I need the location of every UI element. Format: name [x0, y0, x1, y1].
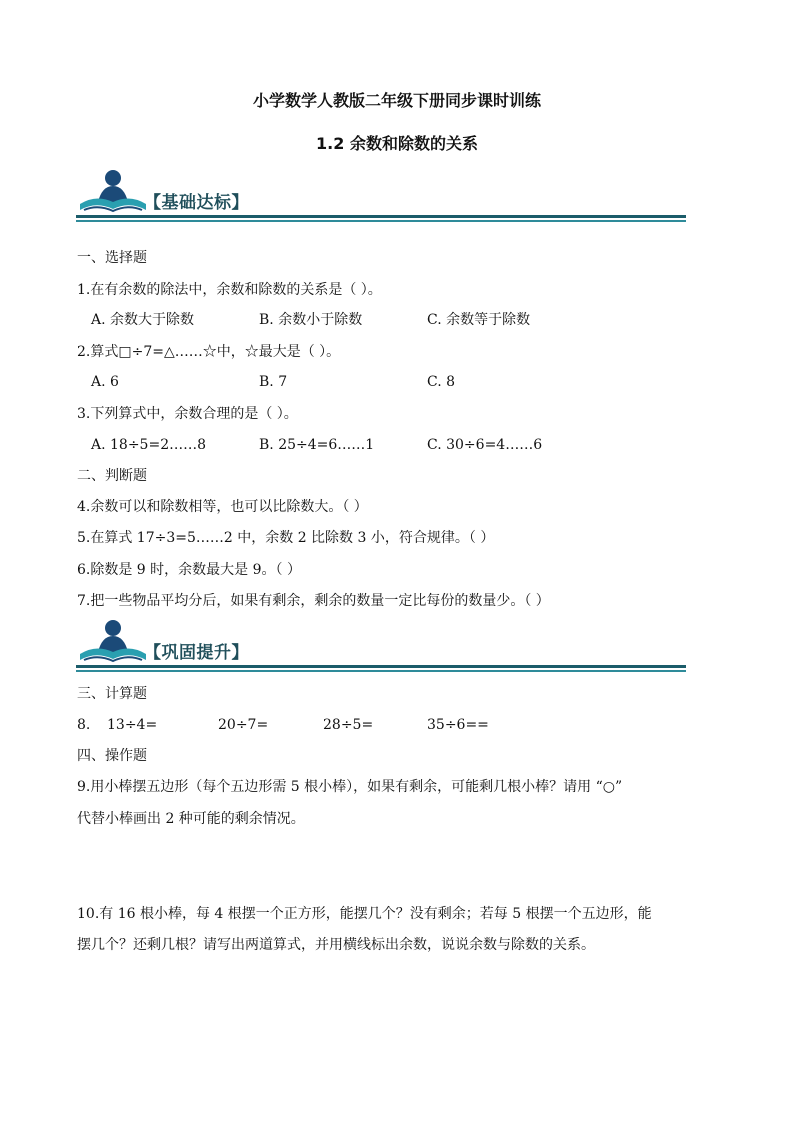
section-divider	[76, 215, 686, 218]
calc-item: 20÷7=	[218, 717, 269, 733]
calc-item: 28÷5=	[323, 717, 374, 733]
reader-book-logo-icon	[76, 618, 148, 668]
q1-option-a: A. 余数大于除数	[91, 312, 195, 328]
question-6: 6.除数是 9 时，余数最大是 9。（ ）	[77, 562, 301, 578]
section-divider	[76, 665, 686, 668]
question-3: 3.下列算式中，余数合理的是（ ）。	[77, 406, 298, 422]
q2-option-c: C. 8	[427, 374, 456, 390]
section-banner-basic	[76, 168, 686, 228]
section-divider-thin	[76, 220, 686, 222]
q1-option-c: C. 余数等于除数	[427, 312, 531, 328]
question-10-line-2: 摆几个？还剩几根？请写出两道算式，并用横线标出余数，说说余数与除数的关系。	[77, 937, 595, 953]
question-8-number: 8.	[77, 717, 91, 733]
calc-item: 35÷6==	[427, 717, 489, 733]
q3-option-a: A. 18÷5=2……8	[91, 437, 207, 453]
reader-book-logo-icon	[76, 168, 148, 218]
section-title-basic: 【基础达标】	[144, 193, 249, 213]
q3-option-c: C. 30÷6=4……6	[427, 437, 543, 453]
question-10-line-1: 10.有 16 根小棒，每 4 根摆一个正方形，能摆几个？没有剩余；若每 5 根摆一个五边形，能	[77, 906, 652, 922]
section-title-advanced: 【巩固提升】	[144, 643, 249, 663]
q3-option-b: B. 25÷4=6……1	[259, 437, 375, 453]
question-9-line-1: 9.用小棒摆五边形（每个五边形需 5 根小棒），如果有剩余，可能剩几根小棒？请用 “○”	[77, 779, 623, 795]
part-label-choice: 一、选择题	[77, 250, 147, 266]
question-2: 2.算式□÷7=△……☆中，☆最大是（ ）。	[77, 344, 341, 360]
part-label-calc: 三、计算题	[77, 686, 147, 702]
part-label-judge: 二、判断题	[77, 468, 147, 484]
worksheet-title: 小学数学人教版二年级下册同步课时训练	[252, 91, 541, 110]
part-label-operation: 四、操作题	[77, 748, 147, 764]
calc-item: 13÷4=	[107, 717, 158, 733]
section-divider-thin	[76, 670, 686, 672]
question-7: 7.把一些物品平均分后，如果有剩余，剩余的数量一定比每份的数量少。（ ）	[77, 593, 550, 609]
question-5: 5.在算式 17÷3=5……2 中，余数 2 比除数 3 小，符合规律。（ ）	[77, 530, 495, 546]
lesson-title: 1.2 余数和除数的关系	[316, 134, 478, 153]
question-9-line-2: 代替小棒画出 2 种可能的剩余情况。	[77, 811, 305, 827]
question-4: 4.余数可以和除数相等，也可以比除数大。（ ）	[77, 499, 368, 515]
q1-option-b: B. 余数小于除数	[259, 312, 363, 328]
q2-option-b: B. 7	[259, 374, 288, 390]
section-banner-advanced	[76, 618, 686, 678]
q2-option-a: A. 6	[91, 374, 119, 390]
question-1: 1.在有余数的除法中，余数和除数的关系是（ ）。	[77, 282, 382, 298]
